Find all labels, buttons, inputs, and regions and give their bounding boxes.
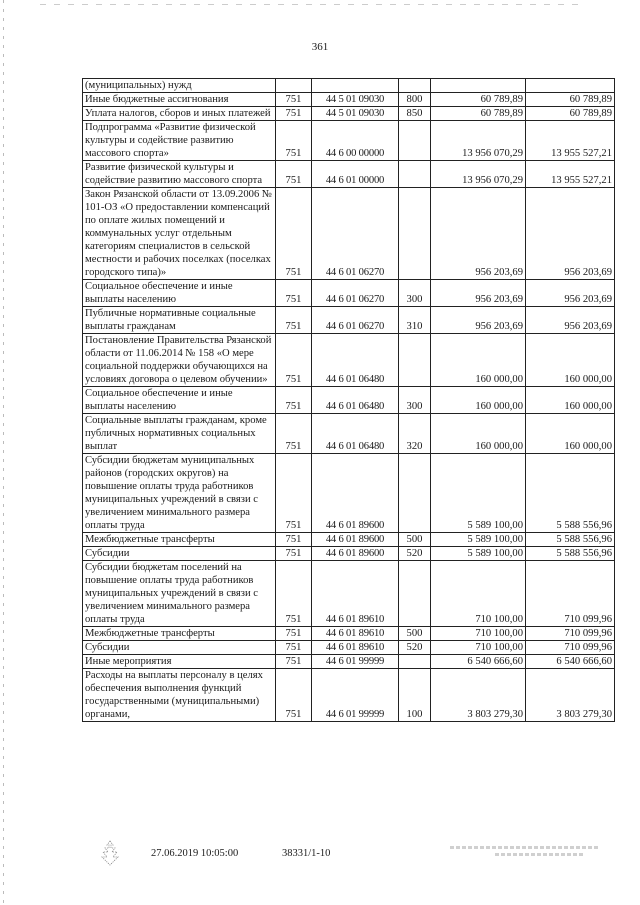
row-amount-planned: 160 000,00 (431, 414, 526, 454)
table-row (83, 307, 615, 334)
row-target-article (312, 79, 399, 93)
row-amount-executed: 60 789,89 (526, 93, 615, 107)
row-target-article: 44 6 01 06480 (312, 387, 399, 414)
row-department-code: 751 (276, 669, 312, 722)
row-name: Подпрограмма «Развитие физической культуры и содействие развитию массового спорта» (83, 121, 276, 161)
row-expense-type: 520 (399, 547, 431, 561)
row-amount-planned: 160 000,00 (431, 387, 526, 414)
row-expense-type: 800 (399, 93, 431, 107)
row-target-article: 44 6 01 89600 (312, 533, 399, 547)
row-expense-type: 850 (399, 107, 431, 121)
row-expense-type: 100 (399, 669, 431, 722)
row-target-article: 44 5 01 09030 (312, 107, 399, 121)
table-row (83, 387, 615, 414)
row-name: Социальное обеспечение и иные выплаты населению (83, 387, 276, 414)
row-name: Иные бюджетные ассигнования (83, 93, 276, 107)
row-department-code: 751 (276, 547, 312, 561)
row-name: Субсидии бюджетам муниципальных районов (городских округов) на повышение оплаты труда работников муниципальных учреждений в связи с увеличением минимального размера оплаты труда (83, 454, 276, 533)
row-amount-planned: 5 589 100,00 (431, 547, 526, 561)
row-amount-planned: 5 589 100,00 (431, 533, 526, 547)
row-amount-planned: 5 589 100,00 (431, 454, 526, 533)
row-expense-type: 520 (399, 641, 431, 655)
row-expense-type (399, 655, 431, 669)
row-name: Закон Рязанской области от 13.09.2006 № 101-ОЗ «О предоставлении компенсаций по оплате жилых помещений и коммунальных услуг отдельным категориям специалистов в сельской местности и рабочих поселках (поселках городского типа)» (83, 188, 276, 280)
page-number: 361 (311, 41, 329, 53)
table-row (83, 280, 615, 307)
row-department-code: 751 (276, 533, 312, 547)
row-amount-executed: 13 955 527,21 (526, 121, 615, 161)
page-footer (0, 848, 640, 878)
footer-date: 27.06.2019 10:05:00 (151, 848, 239, 859)
row-amount-executed: 5 588 556,96 (526, 454, 615, 533)
row-expense-type: 300 (399, 387, 431, 414)
row-department-code: 751 (276, 387, 312, 414)
row-amount-planned: 956 203,69 (431, 280, 526, 307)
row-target-article: 44 6 01 06480 (312, 334, 399, 387)
row-amount-planned: 956 203,69 (431, 188, 526, 280)
row-amount-planned: 710 100,00 (431, 641, 526, 655)
table-row (83, 533, 615, 547)
row-target-article: 44 6 01 06270 (312, 280, 399, 307)
row-target-article: 44 6 01 06270 (312, 188, 399, 280)
row-amount-executed: 5 588 556,96 (526, 547, 615, 561)
table-row (83, 561, 615, 627)
row-department-code: 751 (276, 561, 312, 627)
row-department-code: 751 (276, 627, 312, 641)
row-amount-executed: 3 803 279,30 (526, 669, 615, 722)
row-amount-executed: 710 099,96 (526, 627, 615, 641)
row-amount-planned: 3 803 279,30 (431, 669, 526, 722)
scan-edge-top (40, 4, 580, 5)
row-expense-type (399, 561, 431, 627)
row-department-code: 751 (276, 641, 312, 655)
row-department-code: 751 (276, 414, 312, 454)
table-row (83, 79, 615, 93)
row-expense-type: 320 (399, 414, 431, 454)
row-amount-planned: 710 100,00 (431, 627, 526, 641)
row-expense-type (399, 121, 431, 161)
row-target-article: 44 6 01 89610 (312, 641, 399, 655)
row-amount-planned: 13 956 070,29 (431, 161, 526, 188)
row-expense-type (399, 79, 431, 93)
table-row (83, 669, 615, 722)
row-department-code: 751 (276, 307, 312, 334)
table-row (83, 454, 615, 533)
row-name: Иные мероприятия (83, 655, 276, 669)
row-target-article: 44 5 01 09030 (312, 93, 399, 107)
row-name: Субсидии бюджетам поселений на повышение оплаты труда работников муниципальных учреждений в связи с увеличением минимального размера оплаты труда (83, 561, 276, 627)
row-name: Публичные нормативные социальные выплаты гражданам (83, 307, 276, 334)
row-amount-planned: 13 956 070,29 (431, 121, 526, 161)
row-name: Постановление Правительства Рязанской области от 11.06.2014 № 158 «О мере социальной поддержки обучающихся на условиях договора о целевом обучении» (83, 334, 276, 387)
row-name: Социальные выплаты гражданам, кроме публичных нормативных социальных выплат (83, 414, 276, 454)
scan-edge-left (3, 0, 4, 905)
row-amount-executed (526, 79, 615, 93)
row-department-code: 751 (276, 655, 312, 669)
row-amount-planned: 710 100,00 (431, 561, 526, 627)
table-row (83, 188, 615, 280)
row-department-code: 751 (276, 334, 312, 387)
row-target-article: 44 6 01 99999 (312, 655, 399, 669)
row-amount-planned: 6 540 666,60 (431, 655, 526, 669)
table-row (83, 334, 615, 387)
row-amount-executed: 13 955 527,21 (526, 161, 615, 188)
row-name: Межбюджетные трансферты (83, 627, 276, 641)
row-name: Субсидии (83, 547, 276, 561)
row-expense-type (399, 454, 431, 533)
row-amount-executed: 6 540 666,60 (526, 655, 615, 669)
row-target-article: 44 6 01 99999 (312, 669, 399, 722)
row-expense-type (399, 188, 431, 280)
row-name: Социальное обеспечение и иные выплаты населению (83, 280, 276, 307)
table-row (83, 641, 615, 655)
row-department-code: 751 (276, 280, 312, 307)
row-name: Расходы на выплаты персоналу в целях обеспечения выполнения функций государственными (муниципальными) органами, (83, 669, 276, 722)
row-amount-planned (431, 79, 526, 93)
table-row (83, 107, 615, 121)
row-amount-planned: 956 203,69 (431, 307, 526, 334)
row-department-code: 751 (276, 93, 312, 107)
row-expense-type: 310 (399, 307, 431, 334)
row-target-article: 44 6 01 89600 (312, 454, 399, 533)
row-department-code (276, 79, 312, 93)
row-target-article: 44 6 01 00000 (312, 161, 399, 188)
row-target-article: 44 6 01 89600 (312, 547, 399, 561)
row-name: (муниципальных) нужд (83, 79, 276, 93)
table-row (83, 414, 615, 454)
row-amount-executed: 710 099,96 (526, 561, 615, 627)
row-name: Субсидии (83, 641, 276, 655)
row-amount-executed: 956 203,69 (526, 307, 615, 334)
row-amount-planned: 160 000,00 (431, 334, 526, 387)
faded-stamp-line (495, 853, 585, 856)
table-row (83, 161, 615, 188)
table-row (83, 655, 615, 669)
row-amount-executed: 710 099,96 (526, 641, 615, 655)
budget-table-body (83, 79, 615, 722)
row-target-article: 44 6 01 89610 (312, 561, 399, 627)
row-amount-planned: 60 789,89 (431, 93, 526, 107)
row-amount-executed: 5 588 556,96 (526, 533, 615, 547)
row-department-code: 751 (276, 121, 312, 161)
row-department-code: 751 (276, 188, 312, 280)
row-expense-type (399, 334, 431, 387)
row-amount-planned: 60 789,89 (431, 107, 526, 121)
table-row (83, 547, 615, 561)
row-amount-executed: 956 203,69 (526, 188, 615, 280)
budget-table (82, 78, 615, 722)
table-row (83, 121, 615, 161)
table-row (83, 93, 615, 107)
footer-doc-number: 38331/1-10 (282, 848, 331, 859)
emblem-icon (100, 840, 120, 866)
row-amount-executed: 60 789,89 (526, 107, 615, 121)
row-target-article: 44 6 01 06480 (312, 414, 399, 454)
row-target-article: 44 6 01 06270 (312, 307, 399, 334)
faded-stamp (450, 842, 600, 868)
row-target-article: 44 6 01 89610 (312, 627, 399, 641)
row-expense-type: 500 (399, 533, 431, 547)
row-department-code: 751 (276, 107, 312, 121)
row-name: Межбюджетные трансферты (83, 533, 276, 547)
row-expense-type (399, 161, 431, 188)
faded-stamp-line (450, 846, 600, 849)
row-amount-executed: 160 000,00 (526, 387, 615, 414)
row-expense-type: 300 (399, 280, 431, 307)
table-row (83, 627, 615, 641)
row-department-code: 751 (276, 161, 312, 188)
row-name: Уплата налогов, сборов и иных платежей (83, 107, 276, 121)
row-expense-type: 500 (399, 627, 431, 641)
row-amount-executed: 956 203,69 (526, 280, 615, 307)
row-department-code: 751 (276, 454, 312, 533)
row-target-article: 44 6 00 00000 (312, 121, 399, 161)
row-name: Развитие физической культуры и содействие развитию массового спорта (83, 161, 276, 188)
row-amount-executed: 160 000,00 (526, 334, 615, 387)
row-amount-executed: 160 000,00 (526, 414, 615, 454)
